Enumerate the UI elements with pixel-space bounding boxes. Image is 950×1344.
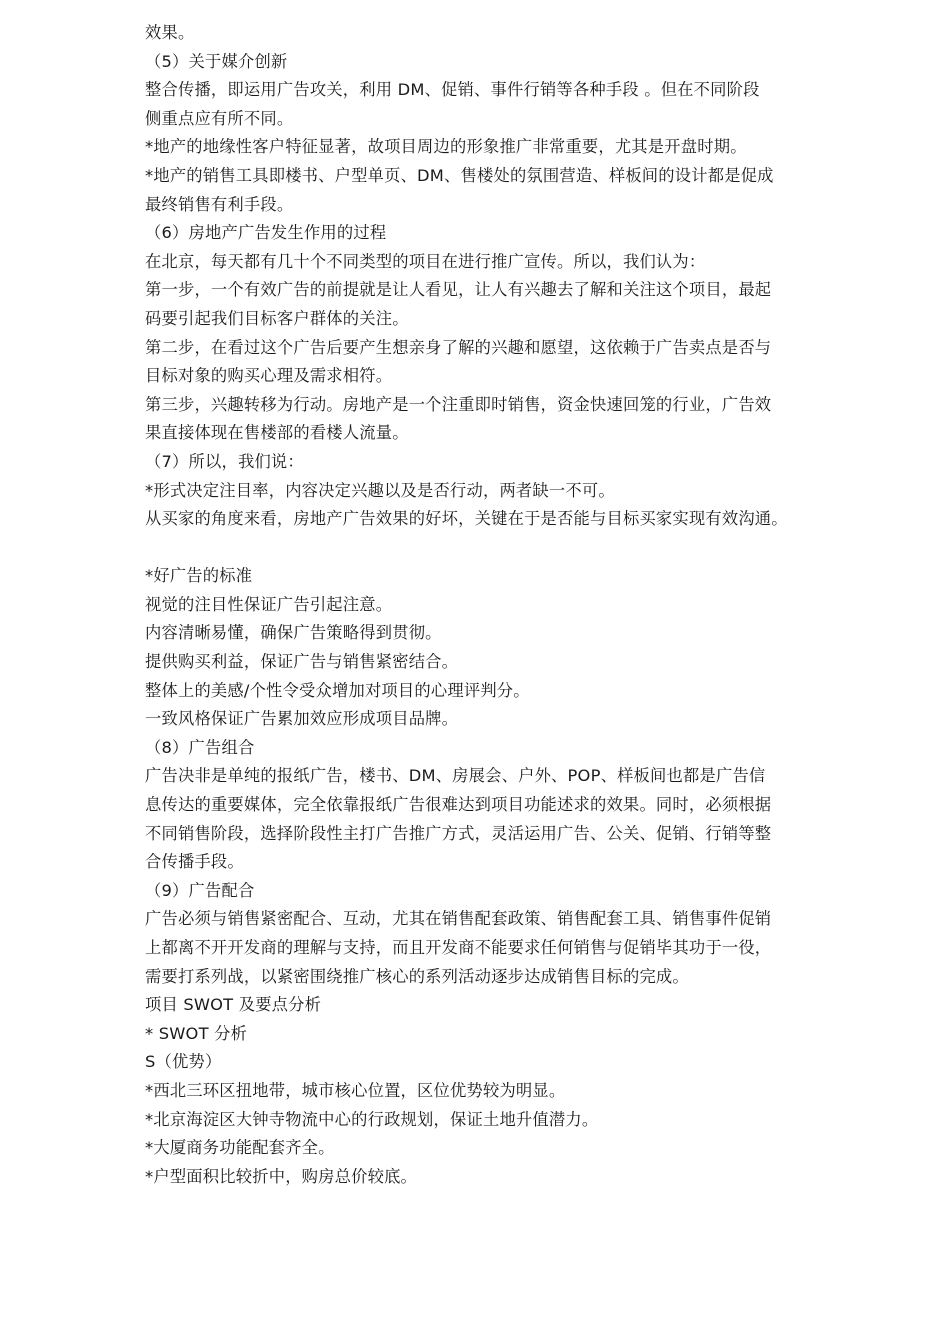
text-line: 最终销售有利手段。 xyxy=(145,194,294,214)
bullet-line: *西北三环区扭地带，城市核心位置，区位优势较为明显。 xyxy=(145,1080,566,1100)
text-line: 一致风格保证广告累加效应形成项目品牌。 xyxy=(145,709,459,729)
section-heading: （9）广告配合 xyxy=(145,880,255,900)
blank-line xyxy=(145,534,935,563)
section-heading: 项目 SWOT 及要点分析 xyxy=(145,995,322,1015)
text-line: 目标对象的购买心理及需求相符。 xyxy=(145,366,393,386)
document-page xyxy=(145,19,935,1191)
section-heading: （8）广告组合 xyxy=(145,737,255,757)
bullet-line: *北京海淀区大钟寺物流中心的行政规划，保证土地升值潜力。 xyxy=(145,1109,599,1129)
bullet-line: *大厦商务功能配套齐全。 xyxy=(145,1138,335,1158)
text-line: 码要引起我们目标客户群体的关注。 xyxy=(145,308,409,328)
text-line: 第一步，一个有效广告的前提就是让人看见，让人有兴趣去了解和关注这个项目，最起 xyxy=(145,280,772,300)
text-line: 在北京，每天都有几十个不同类型的项目在进行推广宣传。所以，我们认为： xyxy=(145,251,706,271)
text-line: 息传达的重要媒体，完全依靠报纸广告很难达到项目功能述求的效果。同时，必须根据 xyxy=(145,795,772,815)
text-line: 需要打系列战，以紧密围绕推广核心的系列活动逐步达成销售目标的完成。 xyxy=(145,966,689,986)
text-line: 提供购买利益，保证广告与销售紧密结合。 xyxy=(145,652,459,672)
text-line: S（优势） xyxy=(145,1052,222,1072)
section-heading: （5）关于媒介创新 xyxy=(145,51,288,71)
text-line: 侧重点应有所不同。 xyxy=(145,108,294,128)
text-line: 整合传播，即运用广告攻关，利用 DM、促销、事件行销等各种手段 。但在不同阶段 xyxy=(145,80,760,100)
bullet-line: *地产的地缘性客户特征显著，故项目周边的形象推广非常重要，尤其是开盘时期。 xyxy=(145,137,747,157)
bullet-line: *地产的销售工具即楼书、户型单页、DM、售楼处的氛围营造、样板间的设计都是促成 xyxy=(145,165,774,185)
bullet-line: *户型面积比较折中，购房总价较底。 xyxy=(145,1166,418,1186)
bullet-line: *好广告的标准 xyxy=(145,566,253,586)
text-line: 效果。 xyxy=(145,23,195,42)
text-line: 合传播手段。 xyxy=(145,852,244,872)
text-line: 果直接体现在售楼部的看楼人流量。 xyxy=(145,423,409,443)
text-line: 广告必须与销售紧密配合、互动，尤其在销售配套政策、销售配套工具、销售事件促销 xyxy=(145,909,772,929)
text-line: 上都离不开开发商的理解与支持，而且开发商不能要求任何销售与促销毕其功于一役， xyxy=(145,938,772,957)
bullet-line: * SWOT 分析 xyxy=(145,1023,248,1043)
text-line: 不同销售阶段，选择阶段性主打广告推广方式，灵活运用广告、公关、促销、行销等整 xyxy=(145,823,772,843)
text-line: 视觉的注目性保证广告引起注意。 xyxy=(145,594,393,614)
text-line: 内容清晰易懂，确保广告策略得到贯彻。 xyxy=(145,623,442,643)
text-line: 从买家的角度来看，房地产广告效果的好坏，关键在于是否能与目标买家实现有效沟通。 xyxy=(145,509,788,529)
text-line: 第三步，兴趣转移为行动。房地产是一个注重即时销售，资金快速回笼的行业，广告效 xyxy=(145,394,772,414)
text-line: 第二步，在看过这个广告后要产生想亲身了解的兴趣和愿望，这依赖于广告卖点是否与 xyxy=(145,337,772,357)
section-heading: （7）所以，我们说： xyxy=(145,451,304,471)
text-line: 广告决非是单纯的报纸广告，楼书、DM、房展会、户外、POP、样板间也都是广告信 xyxy=(145,766,766,786)
text-line: 整体上的美感/个性令受众增加对项目的心理评判分。 xyxy=(145,680,530,700)
bullet-line: *形式决定注目率，内容决定兴趣以及是否行动，两者缺一不可。 xyxy=(145,480,615,500)
section-heading: （6）房地产广告发生作用的过程 xyxy=(145,223,387,243)
